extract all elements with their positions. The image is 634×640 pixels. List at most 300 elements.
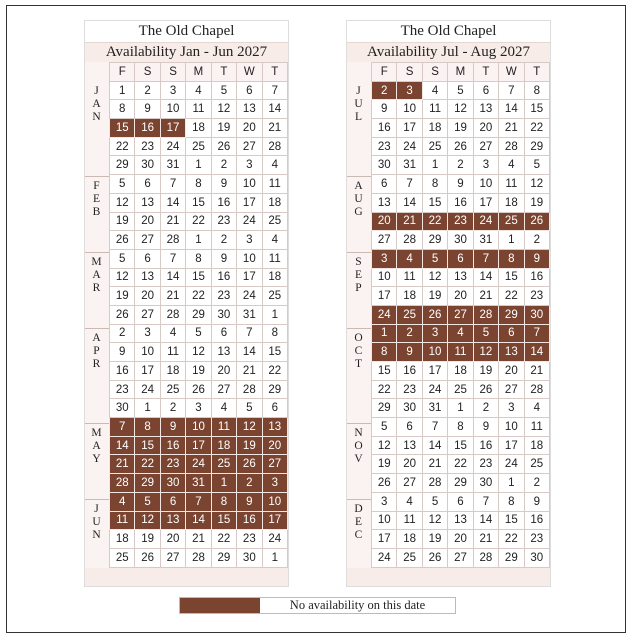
day-cell[interactable]: 20 <box>211 362 236 381</box>
day-cell[interactable]: 10 <box>372 511 397 530</box>
day-cell[interactable]: 22 <box>211 530 236 549</box>
day-cell[interactable]: 6 <box>397 418 422 437</box>
day-cell[interactable]: 14 <box>473 511 498 530</box>
day-cell[interactable]: 11 <box>262 175 287 194</box>
day-cell[interactable]: 8 <box>448 418 473 437</box>
day-cell[interactable]: 26 <box>448 137 473 156</box>
day-cell[interactable]: 30 <box>524 305 549 324</box>
day-cell[interactable]: 6 <box>160 492 185 511</box>
day-cell[interactable]: 13 <box>237 100 262 119</box>
day-cell[interactable]: 2 <box>211 231 236 250</box>
day-cell[interactable]: 6 <box>473 81 498 100</box>
day-cell[interactable]: 25 <box>448 380 473 399</box>
day-cell[interactable]: 15 <box>499 268 524 287</box>
day-cell[interactable]: 23 <box>372 137 397 156</box>
day-cell[interactable]: 17 <box>372 287 397 306</box>
day-cell[interactable]: 21 <box>473 530 498 549</box>
day-cell[interactable]: 28 <box>160 305 185 324</box>
day-cell[interactable]: 16 <box>473 436 498 455</box>
day-cell[interactable]: 1 <box>262 548 287 567</box>
day-cell[interactable]: 20 <box>160 530 185 549</box>
day-cell[interactable]: 19 <box>110 212 135 231</box>
day-cell[interactable]: 23 <box>473 455 498 474</box>
day-cell[interactable]: 1 <box>422 156 447 175</box>
day-cell[interactable]: 3 <box>237 231 262 250</box>
day-cell[interactable]: 17 <box>262 511 287 530</box>
day-cell[interactable]: 24 <box>499 455 524 474</box>
day-cell[interactable]: 31 <box>473 231 498 250</box>
day-cell[interactable]: 16 <box>160 436 185 455</box>
day-cell[interactable]: 3 <box>397 81 422 100</box>
day-cell[interactable]: 5 <box>524 156 549 175</box>
day-cell[interactable]: 16 <box>372 119 397 138</box>
day-cell[interactable]: 7 <box>110 418 135 437</box>
day-cell[interactable]: 13 <box>448 511 473 530</box>
day-cell[interactable]: 24 <box>473 212 498 231</box>
day-cell[interactable]: 5 <box>211 81 236 100</box>
day-cell[interactable]: 25 <box>186 137 211 156</box>
day-cell[interactable]: 3 <box>372 249 397 268</box>
day-cell[interactable]: 9 <box>160 418 185 437</box>
day-cell[interactable]: 13 <box>473 100 498 119</box>
day-cell[interactable]: 6 <box>262 399 287 418</box>
day-cell[interactable]: 28 <box>524 380 549 399</box>
day-cell[interactable]: 12 <box>211 100 236 119</box>
day-cell[interactable]: 6 <box>448 249 473 268</box>
day-cell[interactable]: 8 <box>422 175 447 194</box>
day-cell[interactable]: 15 <box>524 100 549 119</box>
day-cell[interactable]: 1 <box>372 324 397 343</box>
day-cell[interactable]: 3 <box>372 492 397 511</box>
day-cell[interactable]: 22 <box>448 455 473 474</box>
day-cell[interactable]: 14 <box>110 436 135 455</box>
day-cell[interactable]: 7 <box>473 492 498 511</box>
day-cell[interactable]: 11 <box>211 418 236 437</box>
day-cell[interactable]: 6 <box>135 175 160 194</box>
day-cell[interactable]: 29 <box>372 399 397 418</box>
day-cell[interactable]: 23 <box>211 287 236 306</box>
day-cell[interactable]: 29 <box>499 548 524 567</box>
day-cell[interactable]: 20 <box>135 287 160 306</box>
day-cell[interactable]: 12 <box>422 511 447 530</box>
day-cell[interactable]: 29 <box>448 474 473 493</box>
day-cell[interactable]: 20 <box>473 119 498 138</box>
day-cell[interactable]: 18 <box>211 436 236 455</box>
day-cell[interactable]: 8 <box>110 100 135 119</box>
day-cell[interactable]: 10 <box>237 249 262 268</box>
day-cell[interactable]: 16 <box>448 193 473 212</box>
day-cell[interactable]: 11 <box>448 343 473 362</box>
day-cell[interactable]: 25 <box>422 137 447 156</box>
day-cell[interactable]: 27 <box>499 380 524 399</box>
day-cell[interactable]: 5 <box>135 492 160 511</box>
day-cell[interactable]: 22 <box>499 530 524 549</box>
day-cell[interactable]: 17 <box>499 436 524 455</box>
day-cell[interactable]: 18 <box>397 287 422 306</box>
day-cell[interactable]: 27 <box>372 231 397 250</box>
day-cell[interactable]: 28 <box>186 548 211 567</box>
day-cell[interactable]: 7 <box>499 81 524 100</box>
day-cell[interactable]: 30 <box>524 548 549 567</box>
day-cell[interactable]: 22 <box>186 212 211 231</box>
day-cell[interactable]: 2 <box>397 324 422 343</box>
day-cell[interactable]: 14 <box>262 100 287 119</box>
day-cell[interactable]: 29 <box>262 380 287 399</box>
day-cell[interactable]: 11 <box>397 511 422 530</box>
day-cell[interactable]: 14 <box>160 268 185 287</box>
day-cell[interactable]: 4 <box>186 81 211 100</box>
day-cell[interactable]: 11 <box>160 343 185 362</box>
day-cell[interactable]: 9 <box>473 418 498 437</box>
day-cell[interactable]: 4 <box>262 156 287 175</box>
day-cell[interactable]: 13 <box>262 418 287 437</box>
day-cell[interactable]: 28 <box>262 137 287 156</box>
day-cell[interactable]: 22 <box>524 119 549 138</box>
day-cell[interactable]: 10 <box>422 343 447 362</box>
day-cell[interactable]: 24 <box>160 137 185 156</box>
day-cell[interactable]: 6 <box>135 249 160 268</box>
day-cell[interactable]: 12 <box>237 418 262 437</box>
day-cell[interactable]: 5 <box>422 492 447 511</box>
day-cell[interactable]: 14 <box>237 343 262 362</box>
day-cell[interactable]: 30 <box>397 399 422 418</box>
day-cell[interactable]: 17 <box>422 362 447 381</box>
day-cell[interactable]: 10 <box>135 343 160 362</box>
day-cell[interactable]: 26 <box>211 137 236 156</box>
day-cell[interactable]: 21 <box>237 362 262 381</box>
day-cell[interactable]: 4 <box>262 231 287 250</box>
day-cell[interactable]: 20 <box>499 362 524 381</box>
day-cell[interactable]: 28 <box>473 548 498 567</box>
day-cell[interactable]: 16 <box>135 119 160 138</box>
day-cell[interactable]: 4 <box>211 399 236 418</box>
day-cell[interactable]: 2 <box>237 474 262 493</box>
day-cell[interactable]: 28 <box>110 474 135 493</box>
day-cell[interactable]: 7 <box>160 249 185 268</box>
day-cell[interactable]: 8 <box>186 175 211 194</box>
day-cell[interactable]: 26 <box>473 380 498 399</box>
day-cell[interactable]: 31 <box>422 399 447 418</box>
day-cell[interactable]: 20 <box>448 530 473 549</box>
day-cell[interactable]: 13 <box>448 268 473 287</box>
day-cell[interactable]: 9 <box>448 175 473 194</box>
day-cell[interactable]: 10 <box>160 100 185 119</box>
day-cell[interactable]: 27 <box>473 137 498 156</box>
day-cell[interactable]: 4 <box>499 156 524 175</box>
day-cell[interactable]: 22 <box>186 287 211 306</box>
day-cell[interactable]: 23 <box>160 455 185 474</box>
day-cell[interactable]: 2 <box>211 156 236 175</box>
day-cell[interactable]: 8 <box>524 81 549 100</box>
day-cell[interactable]: 9 <box>524 249 549 268</box>
day-cell[interactable]: 12 <box>524 175 549 194</box>
day-cell[interactable]: 27 <box>160 548 185 567</box>
day-cell[interactable]: 15 <box>186 193 211 212</box>
day-cell[interactable]: 19 <box>110 287 135 306</box>
day-cell[interactable]: 24 <box>135 380 160 399</box>
day-cell[interactable]: 17 <box>186 436 211 455</box>
day-cell[interactable]: 19 <box>422 530 447 549</box>
day-cell[interactable]: 1 <box>135 399 160 418</box>
day-cell[interactable]: 24 <box>237 287 262 306</box>
day-cell[interactable]: 2 <box>473 399 498 418</box>
day-cell[interactable]: 21 <box>473 287 498 306</box>
day-cell[interactable]: 25 <box>499 212 524 231</box>
day-cell[interactable]: 5 <box>448 81 473 100</box>
day-cell[interactable]: 6 <box>499 324 524 343</box>
day-cell[interactable]: 25 <box>397 305 422 324</box>
day-cell[interactable]: 16 <box>397 362 422 381</box>
day-cell[interactable]: 13 <box>397 436 422 455</box>
day-cell[interactable]: 6 <box>448 492 473 511</box>
day-cell[interactable]: 11 <box>499 175 524 194</box>
day-cell[interactable]: 24 <box>186 455 211 474</box>
day-cell[interactable]: 28 <box>473 305 498 324</box>
day-cell[interactable]: 26 <box>110 305 135 324</box>
day-cell[interactable]: 21 <box>186 530 211 549</box>
day-cell[interactable]: 28 <box>422 474 447 493</box>
day-cell[interactable]: 16 <box>524 511 549 530</box>
day-cell[interactable]: 2 <box>372 81 397 100</box>
day-cell[interactable]: 25 <box>110 548 135 567</box>
day-cell[interactable]: 28 <box>237 380 262 399</box>
day-cell[interactable]: 18 <box>397 530 422 549</box>
day-cell[interactable]: 22 <box>262 362 287 381</box>
day-cell[interactable]: 14 <box>524 343 549 362</box>
day-cell[interactable]: 16 <box>110 362 135 381</box>
day-cell[interactable]: 29 <box>135 474 160 493</box>
day-cell[interactable]: 3 <box>186 399 211 418</box>
day-cell[interactable]: 24 <box>237 212 262 231</box>
day-cell[interactable]: 30 <box>211 305 236 324</box>
day-cell[interactable]: 30 <box>135 156 160 175</box>
day-cell[interactable]: 13 <box>160 511 185 530</box>
day-cell[interactable]: 27 <box>237 137 262 156</box>
day-cell[interactable]: 3 <box>135 324 160 343</box>
day-cell[interactable]: 27 <box>262 455 287 474</box>
day-cell[interactable]: 24 <box>262 530 287 549</box>
day-cell[interactable]: 27 <box>397 474 422 493</box>
day-cell[interactable]: 15 <box>448 436 473 455</box>
day-cell[interactable]: 17 <box>473 193 498 212</box>
day-cell[interactable]: 1 <box>186 156 211 175</box>
day-cell[interactable]: 15 <box>262 343 287 362</box>
day-cell[interactable]: 26 <box>110 231 135 250</box>
day-cell[interactable]: 18 <box>422 119 447 138</box>
day-cell[interactable]: 5 <box>422 249 447 268</box>
day-cell[interactable]: 9 <box>372 100 397 119</box>
day-cell[interactable]: 22 <box>135 455 160 474</box>
day-cell[interactable]: 30 <box>473 474 498 493</box>
day-cell[interactable]: 18 <box>448 362 473 381</box>
day-cell[interactable]: 21 <box>422 455 447 474</box>
day-cell[interactable]: 2 <box>448 156 473 175</box>
day-cell[interactable]: 10 <box>473 175 498 194</box>
day-cell[interactable]: 31 <box>160 156 185 175</box>
day-cell[interactable]: 17 <box>160 119 185 138</box>
day-cell[interactable]: 20 <box>135 212 160 231</box>
day-cell[interactable]: 11 <box>397 268 422 287</box>
day-cell[interactable]: 8 <box>372 343 397 362</box>
day-cell[interactable]: 12 <box>135 511 160 530</box>
day-cell[interactable]: 21 <box>397 212 422 231</box>
day-cell[interactable]: 20 <box>237 119 262 138</box>
day-cell[interactable]: 9 <box>237 492 262 511</box>
day-cell[interactable]: 9 <box>211 249 236 268</box>
day-cell[interactable]: 20 <box>397 455 422 474</box>
day-cell[interactable]: 1 <box>110 81 135 100</box>
day-cell[interactable]: 15 <box>422 193 447 212</box>
day-cell[interactable]: 11 <box>524 418 549 437</box>
day-cell[interactable]: 23 <box>397 380 422 399</box>
day-cell[interactable]: 12 <box>422 268 447 287</box>
day-cell[interactable]: 15 <box>499 511 524 530</box>
day-cell[interactable]: 13 <box>135 268 160 287</box>
day-cell[interactable]: 18 <box>186 119 211 138</box>
day-cell[interactable]: 14 <box>397 193 422 212</box>
day-cell[interactable]: 3 <box>262 474 287 493</box>
day-cell[interactable]: 3 <box>237 156 262 175</box>
day-cell[interactable]: 7 <box>237 324 262 343</box>
day-cell[interactable]: 22 <box>110 137 135 156</box>
day-cell[interactable]: 7 <box>422 418 447 437</box>
day-cell[interactable]: 6 <box>211 324 236 343</box>
day-cell[interactable]: 21 <box>160 287 185 306</box>
day-cell[interactable]: 1 <box>499 474 524 493</box>
day-cell[interactable]: 14 <box>160 193 185 212</box>
day-cell[interactable]: 17 <box>135 362 160 381</box>
day-cell[interactable]: 25 <box>524 455 549 474</box>
day-cell[interactable]: 29 <box>186 305 211 324</box>
day-cell[interactable]: 4 <box>160 324 185 343</box>
day-cell[interactable]: 4 <box>448 324 473 343</box>
day-cell[interactable]: 9 <box>211 175 236 194</box>
day-cell[interactable]: 26 <box>135 548 160 567</box>
day-cell[interactable]: 4 <box>397 492 422 511</box>
day-cell[interactable]: 27 <box>448 305 473 324</box>
day-cell[interactable]: 18 <box>160 362 185 381</box>
day-cell[interactable]: 10 <box>372 268 397 287</box>
day-cell[interactable]: 4 <box>110 492 135 511</box>
day-cell[interactable]: 13 <box>135 193 160 212</box>
day-cell[interactable]: 15 <box>110 119 135 138</box>
day-cell[interactable]: 7 <box>262 81 287 100</box>
day-cell[interactable]: 5 <box>110 249 135 268</box>
day-cell[interactable]: 27 <box>211 380 236 399</box>
day-cell[interactable]: 28 <box>397 231 422 250</box>
day-cell[interactable]: 19 <box>372 455 397 474</box>
day-cell[interactable]: 23 <box>110 380 135 399</box>
day-cell[interactable]: 26 <box>524 212 549 231</box>
day-cell[interactable]: 14 <box>473 268 498 287</box>
day-cell[interactable]: 10 <box>397 100 422 119</box>
day-cell[interactable]: 7 <box>473 249 498 268</box>
day-cell[interactable]: 2 <box>524 474 549 493</box>
day-cell[interactable]: 29 <box>211 548 236 567</box>
day-cell[interactable]: 5 <box>473 324 498 343</box>
day-cell[interactable]: 23 <box>135 137 160 156</box>
day-cell[interactable]: 23 <box>524 287 549 306</box>
day-cell[interactable]: 20 <box>262 436 287 455</box>
day-cell[interactable]: 1 <box>211 474 236 493</box>
day-cell[interactable]: 13 <box>211 343 236 362</box>
day-cell[interactable]: 24 <box>372 305 397 324</box>
day-cell[interactable]: 28 <box>160 231 185 250</box>
day-cell[interactable]: 19 <box>211 119 236 138</box>
day-cell[interactable]: 5 <box>110 175 135 194</box>
day-cell[interactable]: 28 <box>499 137 524 156</box>
day-cell[interactable]: 19 <box>186 362 211 381</box>
day-cell[interactable]: 8 <box>135 418 160 437</box>
day-cell[interactable]: 21 <box>262 119 287 138</box>
day-cell[interactable]: 16 <box>211 268 236 287</box>
day-cell[interactable]: 26 <box>422 305 447 324</box>
day-cell[interactable]: 30 <box>372 156 397 175</box>
day-cell[interactable]: 18 <box>262 268 287 287</box>
day-cell[interactable]: 30 <box>237 548 262 567</box>
day-cell[interactable]: 2 <box>160 399 185 418</box>
day-cell[interactable]: 21 <box>110 455 135 474</box>
day-cell[interactable]: 8 <box>262 324 287 343</box>
day-cell[interactable]: 3 <box>499 399 524 418</box>
day-cell[interactable]: 3 <box>473 156 498 175</box>
day-cell[interactable]: 16 <box>211 193 236 212</box>
day-cell[interactable]: 30 <box>110 399 135 418</box>
day-cell[interactable]: 2 <box>135 81 160 100</box>
day-cell[interactable]: 21 <box>499 119 524 138</box>
day-cell[interactable]: 3 <box>422 324 447 343</box>
day-cell[interactable]: 12 <box>372 436 397 455</box>
day-cell[interactable]: 24 <box>372 548 397 567</box>
day-cell[interactable]: 9 <box>110 343 135 362</box>
day-cell[interactable]: 22 <box>422 212 447 231</box>
day-cell[interactable]: 6 <box>372 175 397 194</box>
day-cell[interactable]: 8 <box>499 492 524 511</box>
day-cell[interactable]: 23 <box>524 530 549 549</box>
day-cell[interactable]: 15 <box>372 362 397 381</box>
day-cell[interactable]: 5 <box>372 418 397 437</box>
day-cell[interactable]: 20 <box>372 212 397 231</box>
day-cell[interactable]: 19 <box>448 119 473 138</box>
day-cell[interactable]: 23 <box>237 530 262 549</box>
day-cell[interactable]: 4 <box>422 81 447 100</box>
day-cell[interactable]: 8 <box>186 249 211 268</box>
day-cell[interactable]: 22 <box>499 287 524 306</box>
day-cell[interactable]: 25 <box>262 212 287 231</box>
day-cell[interactable]: 14 <box>422 436 447 455</box>
day-cell[interactable]: 2 <box>524 231 549 250</box>
day-cell[interactable]: 29 <box>499 305 524 324</box>
day-cell[interactable]: 8 <box>211 492 236 511</box>
day-cell[interactable]: 10 <box>262 492 287 511</box>
day-cell[interactable]: 19 <box>524 193 549 212</box>
day-cell[interactable]: 1 <box>262 305 287 324</box>
day-cell[interactable]: 26 <box>186 380 211 399</box>
day-cell[interactable]: 14 <box>499 100 524 119</box>
day-cell[interactable]: 13 <box>499 343 524 362</box>
day-cell[interactable]: 19 <box>135 530 160 549</box>
day-cell[interactable]: 5 <box>237 399 262 418</box>
day-cell[interactable]: 27 <box>135 231 160 250</box>
day-cell[interactable]: 2 <box>110 324 135 343</box>
day-cell[interactable]: 15 <box>135 436 160 455</box>
day-cell[interactable]: 19 <box>237 436 262 455</box>
day-cell[interactable]: 12 <box>110 268 135 287</box>
day-cell[interactable]: 17 <box>372 530 397 549</box>
day-cell[interactable]: 21 <box>160 212 185 231</box>
day-cell[interactable]: 25 <box>262 287 287 306</box>
day-cell[interactable]: 1 <box>499 231 524 250</box>
